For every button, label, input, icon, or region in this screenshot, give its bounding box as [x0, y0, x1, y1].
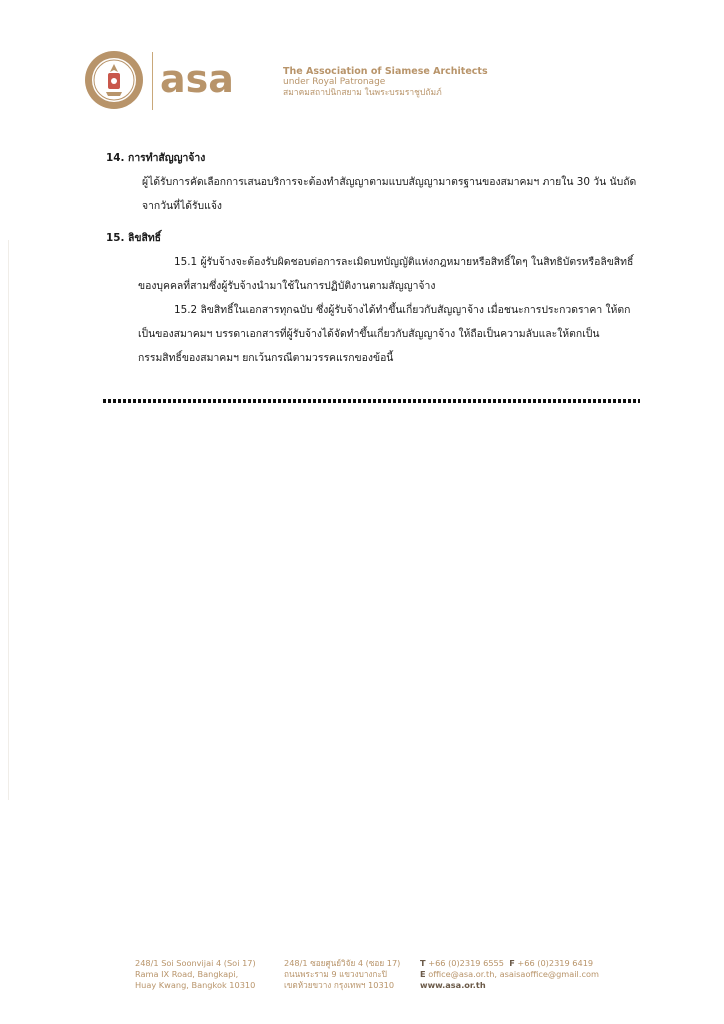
header-divider — [152, 52, 153, 110]
footer-contact: T +66 (0)2319 6555 F +66 (0)2319 6419 E office@asa.or.th, asaisaoffice@gmail.com www.asa.or.th — [420, 958, 599, 990]
asa-wordmark-logo — [160, 60, 252, 100]
website-link: www.asa.or.th — [420, 980, 486, 990]
section-title: 15. ลิขสิทธิ์ — [106, 232, 162, 244]
document-body — [106, 146, 638, 370]
dotted-end-rule — [103, 399, 640, 403]
org-name-th: สมาคมสถาปนิกสยาม ในพระบรมราชูปถัมภ์ — [283, 88, 442, 98]
email-address: office@asa.or.th, asaisaoffice@gmail.com — [428, 969, 599, 979]
phone-number: +66 (0)2319 6555 — [428, 958, 504, 968]
section-paragraph: 15.2 ลิขสิทธิ์ในเอกสารทุกฉบับ ซึ่งผู้รับจ้างได้ทำขึ้นเกี่ยวกับสัญญาจ้าง เมื่อชนะการประกวดราคา ให้ตกเป็นของสมาคมฯ บรรดาเอกสารที่ผู้รับจ้างได้จัดทำขึ้นเกี่ยวกับสัญญาจ้าง ให้ถือเป็นความลับและให้ตกเป็นกรรมสิทธิ์ของสมาคมฯ ยกเว้นกรณีตามวรรคแรกของข้อนี้ — [138, 304, 631, 364]
org-sub-en: under Royal Patronage — [283, 77, 386, 87]
footer-address-th: 248/1 ซอยศูนย์วิจัย 4 (ซอย 17) ถนนพระราม 9 แขวงบางกะปิ เขตห้วยขวาง กรุงเทพฯ 10310 — [284, 958, 401, 990]
org-name-block — [283, 66, 488, 99]
section-paragraph: ผู้ได้รับการคัดเลือกการเสนอบริการจะต้องทำสัญญาตามแบบสัญญามาตรฐานของสมาคมฯ ภายใน 30 วัน นับถัดจากวันที่ได้รับแจ้ง — [142, 176, 637, 212]
fax-number: +66 (0)2319 6419 — [517, 958, 594, 968]
royal-seal-logo — [84, 50, 144, 110]
page-edge-shadow — [8, 240, 9, 800]
org-name-en: The Association of Siamese Architects — [283, 66, 488, 77]
section-paragraph: 15.1 ผู้รับจ้างจะต้องรับผิดชอบต่อการละเมิดบทบัญญัติแห่งกฎหมายหรือสิทธิ์ใดๆ ในสิทธิบัตรหรือลิขสิทธิ์ของบุคคลที่สามซึ่งผู้รับจ้างนำมาใช้ในการปฏิบัติงานตามสัญญาจ้าง — [138, 256, 634, 292]
letterhead — [84, 50, 684, 114]
footer-address-en: 248/1 Soi Soonvijai 4 (Soi 17) Rama IX Road, Bangkapi, Huay Kwang, Bangkok 10310 — [135, 958, 256, 990]
section-title: 14. การทำสัญญาจ้าง — [106, 152, 206, 164]
svg-text:asa: asa — [160, 60, 234, 100]
